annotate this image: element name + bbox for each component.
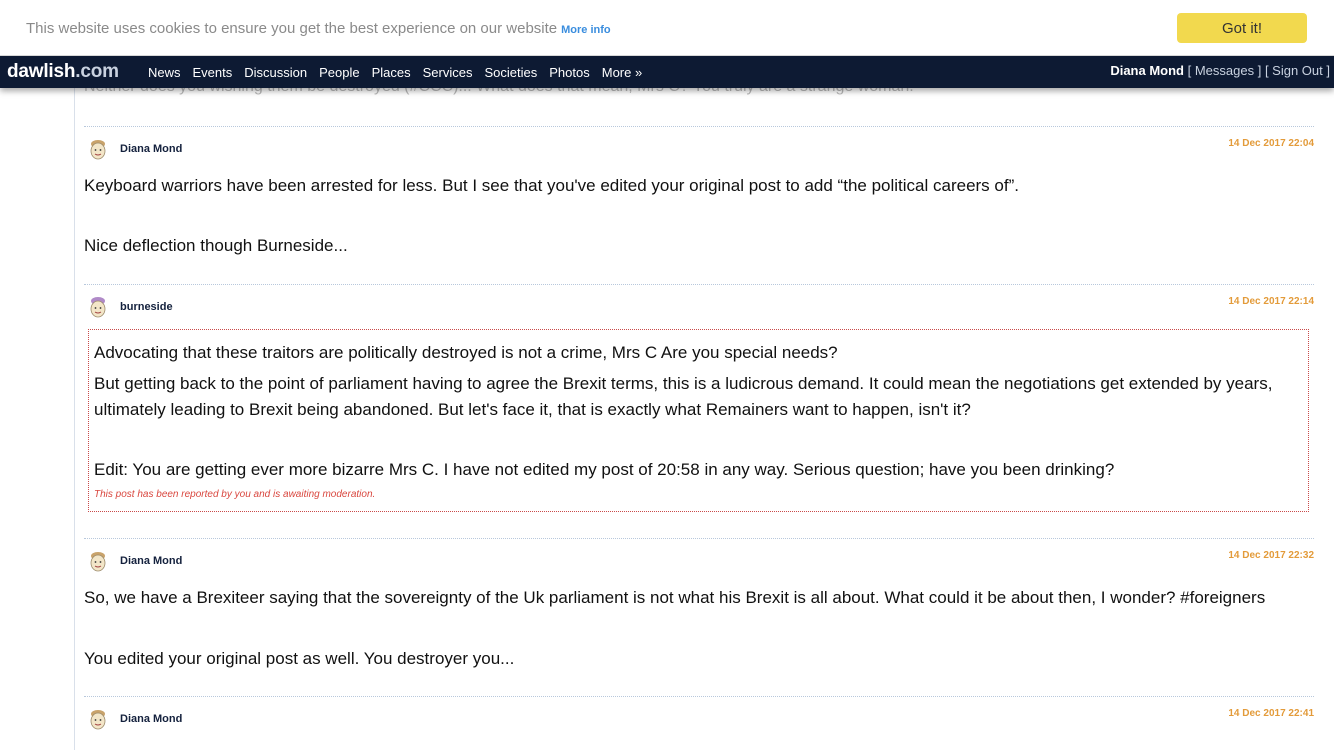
post-author[interactable]: Diana Mond	[120, 143, 183, 155]
nav-item-societies[interactable]: Societies	[484, 65, 538, 80]
post-divider	[84, 284, 1314, 285]
nav-item-events[interactable]: Events	[192, 65, 233, 80]
nav-item-discussion[interactable]: Discussion	[244, 65, 308, 80]
messages-link[interactable]: [ Messages ]	[1187, 63, 1262, 78]
post-author[interactable]: burneside	[120, 301, 173, 313]
cookie-accept-button[interactable]: Got it!	[1177, 13, 1307, 43]
cookie-message-text: This website uses cookies to ensure you get the best experience on our website	[26, 20, 558, 37]
post-divider	[84, 126, 1314, 127]
post-paragraph: You edited your original post as well. You destroyer you...	[84, 649, 515, 668]
avatar-icon[interactable]	[88, 550, 108, 572]
site-logo[interactable]	[7, 61, 119, 83]
avatar-icon[interactable]	[88, 296, 108, 318]
cookie-message	[26, 20, 611, 37]
post-paragraph: But getting back to the point of parliament having to agree the Brexit terms, this is a ludicrous demand. It could mean the negotiations get extended by years, ultimately leading to Brexit being abandoned. But let's face it, that is exactly what Remainers want to happen, isn't it?	[94, 374, 1273, 419]
sign-out-link[interactable]: [ Sign Out ]	[1264, 63, 1330, 78]
logo-suffix: .com	[75, 61, 119, 82]
nav-item-photos[interactable]: Photos	[549, 65, 590, 80]
user-menu	[1110, 63, 1330, 78]
post-header	[84, 708, 1314, 738]
avatar-icon[interactable]	[88, 708, 108, 730]
nav-item-people[interactable]: People	[319, 65, 360, 80]
post-paragraph: Advocating that these traitors are politically destroyed is not a crime, Mrs C Are you special needs?	[94, 343, 838, 362]
nav-item-services[interactable]: Services	[422, 65, 473, 80]
avatar-icon[interactable]	[88, 138, 108, 160]
post-divider	[84, 696, 1314, 697]
nav-item-news[interactable]: News	[148, 65, 181, 80]
logo-text: dawlish	[7, 61, 76, 82]
post-author[interactable]: Diana Mond	[120, 555, 183, 567]
moderation-notice: This post has been reported by you and is awaiting moderation.	[94, 489, 376, 500]
post-timestamp: 14 Dec 2017 22:41	[1228, 708, 1314, 719]
nav-item-more[interactable]: More »	[601, 65, 643, 80]
post-timestamp: 14 Dec 2017 22:14	[1228, 296, 1314, 307]
nav-menu	[142, 65, 648, 80]
cookie-more-info-link[interactable]: More info	[561, 24, 611, 36]
post-paragraph: Keyboard warriors have been arrested for less. But I see that you've edited your original post to add “the political careers of”.	[84, 176, 1019, 195]
post-header	[84, 296, 1314, 326]
nav-item-places[interactable]: Places	[371, 65, 411, 80]
reported-post-body	[88, 329, 1309, 512]
post-header	[84, 550, 1314, 580]
post-paragraph: So, we have a Brexiteer saying that the sovereignty of the Uk parliament is not what his Brexit is all about. What could it be about then, I wonder? #foreigners	[84, 588, 1266, 607]
post-author[interactable]: Diana Mond	[120, 713, 183, 725]
post-timestamp: 14 Dec 2017 22:32	[1228, 550, 1314, 561]
post-paragraph: Nice deflection though Burneside...	[84, 236, 348, 255]
post-paragraph: Edit: You are getting ever more bizarre Mrs C. I have not edited my post of 20:58 in any way. Serious question; have you been drinking?	[94, 460, 1115, 479]
post-timestamp: 14 Dec 2017 22:04	[1228, 138, 1314, 149]
post-divider	[84, 538, 1314, 539]
user-name[interactable]: Diana Mond	[1110, 63, 1184, 78]
cookie-banner	[0, 0, 1334, 56]
site-navbar	[0, 56, 1334, 88]
post-header	[84, 138, 1314, 168]
